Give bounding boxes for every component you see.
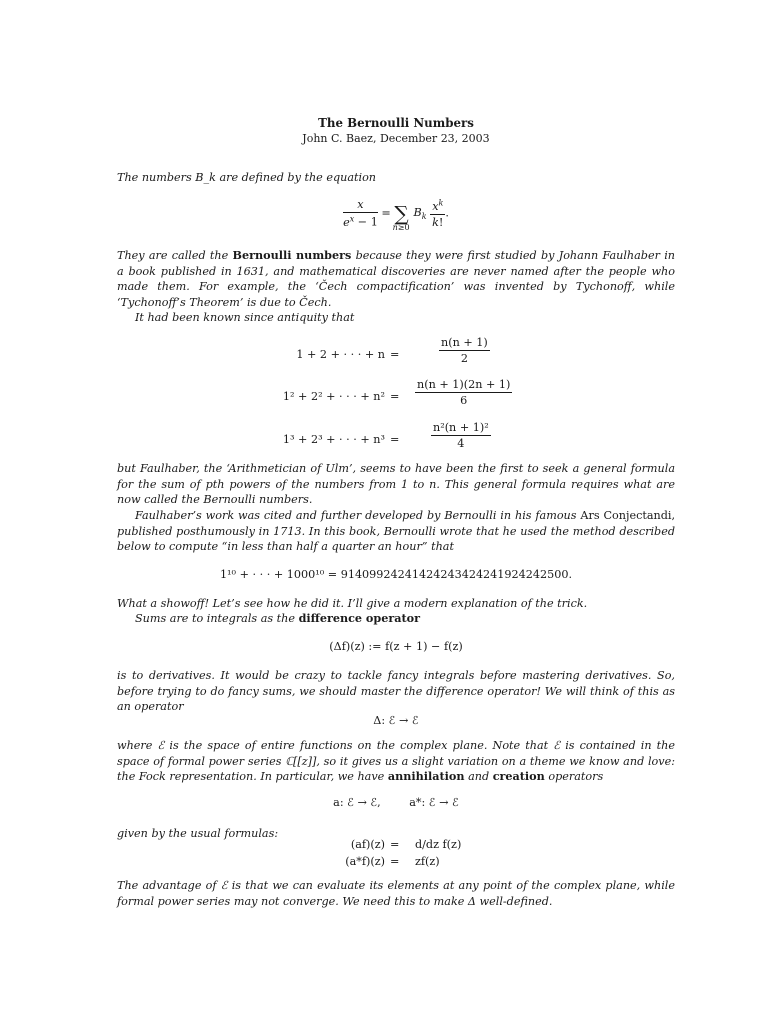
term-annihilation: annihilation xyxy=(387,769,465,784)
paragraph-text: and xyxy=(468,770,490,784)
sum-rhs xyxy=(415,378,512,407)
paragraph-text: published posthumously in 1713. In this book, Bernoulli wrote that he used the method described below to compute “in less than half a quarter an hour” that xyxy=(117,524,675,554)
paper-title: The Bernoulli Numbers xyxy=(318,116,474,130)
paragraph-text: It had been known since antiquity that xyxy=(135,311,355,324)
paragraph-entire-functions xyxy=(117,738,675,785)
paragraph-definition xyxy=(117,170,675,186)
paragraph-advantage xyxy=(117,878,675,909)
paragraph-text: is to derivatives. It would be crazy to tackle fancy integrals before mastering derivatives. So, before trying to do fancy sums, we should master the difference operator! We will think of this as an operator xyxy=(117,669,675,714)
equation-difference-operator: (Δf)(z) := f(z + 1) − f(z) xyxy=(329,640,463,653)
denominator: 4 xyxy=(457,437,465,450)
paragraph-text: What a showoff! Let’s see how he did it. I’ll give a modern explanation of the trick. xyxy=(117,597,588,610)
book-title: Ars Conjectandi, xyxy=(580,509,676,522)
paragraph-text: operators xyxy=(548,770,604,784)
paragraph-text: Sums are to integrals as the xyxy=(135,612,296,625)
denominator: 2 xyxy=(460,352,468,365)
term-creation: creation xyxy=(492,769,545,784)
sum-rhs xyxy=(439,336,490,365)
fraction: $\frac{x}{e^x - 1}$ xyxy=(343,198,378,229)
sum-formula-row xyxy=(117,378,675,418)
term-difference-operator: difference operator xyxy=(298,611,420,625)
paragraph-showoff xyxy=(117,596,675,612)
paragraph-derivatives xyxy=(117,668,675,715)
equation-operator-map: Δ: ℰ → ℰ xyxy=(373,714,419,727)
equals-sign: = xyxy=(390,348,400,361)
fraction: $\frac{x^k}{k!}$ xyxy=(432,198,444,229)
paragraph-antiquity xyxy=(117,310,675,326)
equation-generating-function: $\frac{x}{e^x - 1}$ = $\sum_{n\ge 0}B_k$ $\frac{x^k}{k!}$ . xyxy=(343,198,449,233)
formula-lhs: (a*f)(z) xyxy=(345,855,385,868)
equals-sign: = xyxy=(390,855,400,868)
numerator: n²(n + 1)² xyxy=(433,421,489,434)
paragraph-text: given by the usual formulas: xyxy=(117,827,279,840)
paragraph-text: The advantage of ℰ is that we can evaluate its elements at any point of the complex plane, while formal power series may not converge. We need this to make Δ well-defined. xyxy=(117,879,675,908)
paragraph-text: but Faulhaber, the ‘Arithmetician of Ulm’, seems to have been the first to seek a general formula for the sum of pth powers of the numbers from 1 to n. This general formula requires what are now called the Bernoulli numbers. xyxy=(117,462,675,507)
sum-formula-row xyxy=(117,336,675,376)
formula-rhs: d/dz f(z) xyxy=(415,838,462,851)
sum-lhs: 1² + 2² + · · · + n² xyxy=(282,390,385,403)
term-bernoulli-numbers: Bernoulli numbers xyxy=(232,248,352,262)
sum-rhs xyxy=(431,421,491,450)
paragraph-bernoulli-intro xyxy=(117,248,675,310)
paragraph-faulhaber xyxy=(117,461,675,508)
paragraph-text: where ℰ is the space of entire functions on the complex plane. Note that ℰ is contained in the space of formal power series ℂ[[z]], so it gives us a slight variation on a theme we know and love: the Fock representation. In particular, we have xyxy=(117,739,675,784)
equals-sign: = xyxy=(390,390,400,403)
sum-lhs: 1³ + 2³ + · · · + n³ xyxy=(282,433,385,446)
paragraph-text: because they were first studied by Johann Faulhaber in a book published in 1631, and mathematical discoveries are never named after the people who made them. For example, the ‘Čech compactification’ was invented by Tychonoff, while ‘Tychonoff’s Theorem’ is due to Čech. xyxy=(117,249,675,309)
sum-lhs: 1 + 2 + · · · + n xyxy=(296,348,385,361)
sum-formula-row xyxy=(117,421,675,461)
formula-rhs: zf(z) xyxy=(415,855,440,868)
operator-formula-row xyxy=(117,838,675,856)
equation-ladder-operators: a: ℰ → ℰ, a*: ℰ → ℰ xyxy=(333,796,459,809)
numerator: n(n + 1)(2n + 1) xyxy=(417,378,511,391)
paragraph-text: They are called the xyxy=(117,249,229,262)
operator-formula-row xyxy=(117,855,675,873)
paragraph-text: The numbers B_k are defined by the equation xyxy=(117,171,377,184)
paper-author-date: John C. Baez, December 23, 2003 xyxy=(302,132,490,145)
paragraph-text: Faulhaber’s work was cited and further developed by Bernoulli in his famous xyxy=(135,509,577,522)
paragraph-ars-conjectandi xyxy=(117,508,675,555)
paragraph-difference-operator xyxy=(117,611,675,627)
equals-sign: = xyxy=(390,838,400,851)
formula-lhs: (af)(z) xyxy=(350,838,385,851)
numerator: n(n + 1) xyxy=(441,336,488,349)
equals-sign: = xyxy=(390,433,400,446)
denominator: 6 xyxy=(460,394,468,407)
equation-big-sum: 1¹⁰ + · · · + 1000¹⁰ = 91409924241424243424241924242500. xyxy=(219,568,573,581)
